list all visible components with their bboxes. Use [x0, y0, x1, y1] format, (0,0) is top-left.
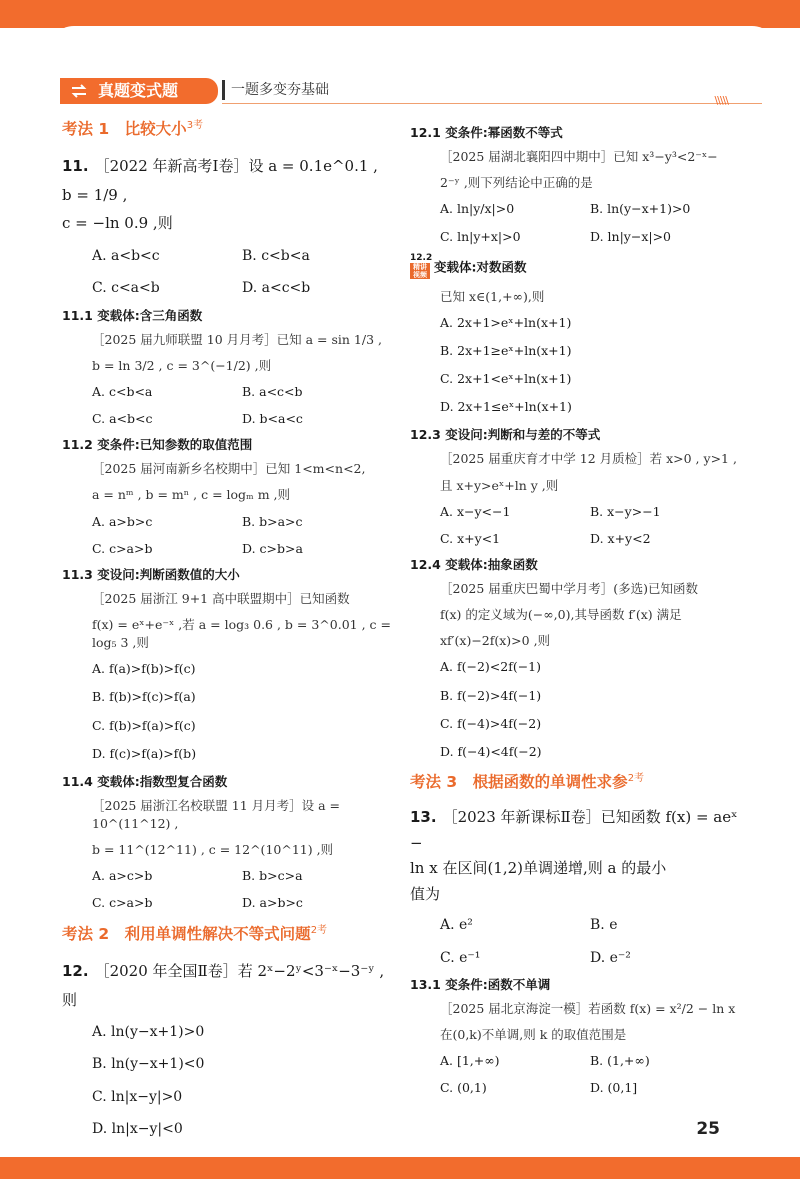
- option-b[interactable]: B. f(b)>f(c)>f(a): [92, 689, 196, 705]
- question-11: 11. ［2022 年新高考Ⅰ卷］设 a = 0.1e^0.1 , b = 1/9 , c = −ln 0.9 ,则: [62, 157, 378, 233]
- banner-decoration: \\\\\: [714, 94, 728, 107]
- option-c[interactable]: C. c>a>b: [92, 895, 153, 911]
- question-13: 13. ［2023 年新课标Ⅱ卷］已知函数 f(x) = aeˣ − ln x 在区间(1,2)单调递增,则 a 的最小 值为: [410, 808, 738, 903]
- left-column: [62, 118, 392, 1151]
- option-c[interactable]: C. ln|y+x|>0: [440, 228, 521, 244]
- option-d[interactable]: D. ln|y−x|>0: [590, 228, 672, 244]
- option-a[interactable]: A. f(a)>f(b)>f(c): [92, 661, 196, 677]
- option-c[interactable]: C. (0,1): [440, 1080, 487, 1096]
- option-d[interactable]: D. e⁻²: [590, 949, 631, 966]
- option-c[interactable]: C. a<b<c: [92, 411, 153, 427]
- video-stamp-icon[interactable]: 12.2 精讲视频: [410, 252, 433, 279]
- option-b[interactable]: B. x−y>−1: [590, 503, 661, 519]
- q11-3-options: [62, 660, 392, 763]
- option-b[interactable]: B. b>c>a: [242, 868, 303, 884]
- section-banner: [60, 78, 740, 106]
- option-a[interactable]: A. x−y<−1: [440, 503, 511, 519]
- q11-1-heading: 11.1 变载体:含三角函数: [62, 307, 203, 323]
- q12-3-stem: ［2025 届重庆育才中学 12 月质检］若 x>0 , y>1 , 且 x+y>eˣ+ln y ,则: [440, 451, 737, 493]
- bottom-border: [0, 1157, 800, 1179]
- option-b[interactable]: B. e: [590, 917, 618, 934]
- banner-subtitle: 一题多变夯基础: [222, 80, 329, 100]
- option-d[interactable]: D. a<c<b: [242, 280, 311, 297]
- q12-4-stem: ［2025 届重庆巴蜀中学月考］(多选)已知函数 f(x) 的定义域为(−∞,0),其导函数 f′(x) 满足 xf′(x)−2f(x)>0 ,则: [440, 581, 699, 649]
- q11-3-heading: 11.3 变设问:判断函数值的大小: [62, 566, 240, 582]
- q12-1-options: [410, 200, 740, 245]
- method-2-title: 考法 2 利用单调性解决不等式问题$^{2考}$: [62, 924, 328, 943]
- question-11-options: [62, 246, 392, 299]
- option-a[interactable]: A. 2x+1>eˣ+ln(x+1): [440, 314, 572, 330]
- method-1-title: 考法 1 比较大小$^{3考}$: [62, 119, 204, 138]
- q12-3-heading: 12.3 变设问:判断和与差的不等式: [410, 427, 601, 443]
- q11-1-options: [62, 383, 392, 428]
- banner-title: 真题变式题: [98, 81, 179, 100]
- option-b[interactable]: B. c<b<a: [242, 247, 310, 264]
- option-c[interactable]: C. f(b)>f(a)>f(c): [92, 717, 196, 733]
- q11-2-options: [62, 513, 392, 558]
- q11-4-options: [62, 867, 392, 912]
- option-c[interactable]: C. c<a<b: [92, 280, 160, 297]
- option-a[interactable]: A. f(−2)<2f(−1): [440, 659, 542, 675]
- option-b[interactable]: B. (1,+∞): [590, 1053, 650, 1069]
- option-c[interactable]: C. e⁻¹: [440, 949, 481, 966]
- option-a[interactable]: A. ln|y/x|>0: [440, 201, 515, 217]
- q12-1-heading: 12.1 变条件:幂函数不等式: [410, 125, 563, 140]
- question-13-options: [410, 915, 740, 968]
- option-d[interactable]: D. b<a<c: [242, 411, 303, 427]
- option-b[interactable]: B. a<c<b: [242, 383, 303, 399]
- option-a[interactable]: A. a>b>c: [92, 513, 153, 529]
- option-a[interactable]: A. ln(y−x+1)>0: [92, 1024, 205, 1041]
- q11-2-heading: 11.2 变条件:已知参数的取值范围: [62, 437, 253, 453]
- q13-1-heading: 13.1 变条件:函数不单调: [410, 976, 551, 992]
- q11-4-heading: 11.4 变载体:指数型复合函数: [62, 773, 228, 789]
- option-b[interactable]: B. ln(y−x+1)>0: [590, 201, 691, 217]
- option-d[interactable]: D. ln|x−y|<0: [92, 1120, 183, 1137]
- option-c[interactable]: C. ln|x−y|>0: [92, 1088, 183, 1105]
- option-c[interactable]: C. x+y<1: [440, 530, 501, 546]
- question-12: 12. ［2020 年全国Ⅱ卷］若 2ˣ−2ʸ<3⁻ˣ−3⁻ʸ ,则: [62, 962, 385, 1009]
- option-a[interactable]: A. e²: [440, 917, 473, 934]
- option-d[interactable]: D. f(c)>f(a)>f(b): [92, 745, 197, 761]
- banner-tab: [60, 78, 218, 104]
- page-number: 25: [696, 1119, 720, 1139]
- option-a[interactable]: A. [1,+∞): [440, 1053, 500, 1069]
- option-d[interactable]: D. 2x+1≤eˣ+ln(x+1): [440, 399, 572, 415]
- q12-2-options: [410, 314, 740, 417]
- right-column: [410, 118, 740, 1106]
- top-border: [0, 0, 800, 28]
- q12-4-options: [410, 658, 740, 761]
- option-b[interactable]: B. f(−2)>4f(−1): [440, 687, 542, 703]
- q12-4-heading: 12.4 变载体:抽象函数: [410, 556, 538, 572]
- option-b[interactable]: B. 2x+1≥eˣ+ln(x+1): [440, 342, 572, 358]
- option-c[interactable]: C. c>a>b: [92, 540, 153, 556]
- option-a[interactable]: A. a<b<c: [92, 247, 160, 264]
- q12-3-options: [410, 503, 740, 548]
- option-b[interactable]: B. ln(y−x+1)<0: [92, 1056, 205, 1073]
- option-a[interactable]: A. c<b<a: [92, 383, 153, 399]
- q11-4-stem: ［2025 届浙江名校联盟 11 月月考］设 a = 10^(11^12) , b = 11^(12^11) , c = 12^(10^11) ,则: [92, 797, 341, 858]
- swap-arrows-icon: [70, 83, 88, 99]
- option-b[interactable]: B. b>a>c: [242, 513, 303, 529]
- banner-rule: [222, 103, 762, 104]
- option-d[interactable]: D. f(−4)<4f(−2): [440, 743, 542, 759]
- q12-1-stem: ［2025 届湖北襄阳四中期中］已知 x³−y³<2⁻ˣ− 2⁻ʸ ,则下列结论中正确的是: [440, 149, 718, 191]
- question-12-options: [62, 1022, 392, 1139]
- q11-1-stem: ［2025 届九师联盟 10 月月考］已知 a = sin 1/3 , b = ln 3/2 , c = 3^(−1/2) ,则: [92, 331, 382, 373]
- option-c[interactable]: C. 2x+1<eˣ+ln(x+1): [440, 371, 572, 386]
- q12-2-stem: 已知 x∈(1,+∞),则: [440, 288, 545, 304]
- option-c[interactable]: C. f(−4)>4f(−2): [440, 715, 542, 731]
- method-3-title: 考法 3 根据函数的单调性求参$^{2考}$: [410, 772, 645, 791]
- option-d[interactable]: D. c>b>a: [242, 540, 303, 556]
- q12-2-heading: 12.2 精讲视频 变载体:对数函数: [410, 254, 740, 282]
- option-d[interactable]: D. (0,1]: [590, 1080, 638, 1096]
- q11-3-stem: ［2025 届浙江 9+1 高中联盟期中］已知函数 f(x) = eˣ+e⁻ˣ ,若 a = log₃ 0.6 , b = 3^0.01 , c = log₅ 3 ,则: [92, 590, 391, 651]
- q13-1-stem: ［2025 届北京海淀一模］若函数 f(x) = x²/2 − ln x 在(0,k)不单调,则 k 的取值范围是: [440, 1001, 736, 1043]
- q11-2-stem: ［2025 届河南新乡名校期中］已知 1<m<n<2, a = nᵐ , b = mⁿ , c = logₘ m ,则: [92, 461, 366, 503]
- option-d[interactable]: D. x+y<2: [590, 530, 651, 546]
- q13-1-options: [410, 1052, 740, 1097]
- option-a[interactable]: A. a>c>b: [92, 868, 153, 884]
- option-d[interactable]: D. a>b>c: [242, 895, 303, 911]
